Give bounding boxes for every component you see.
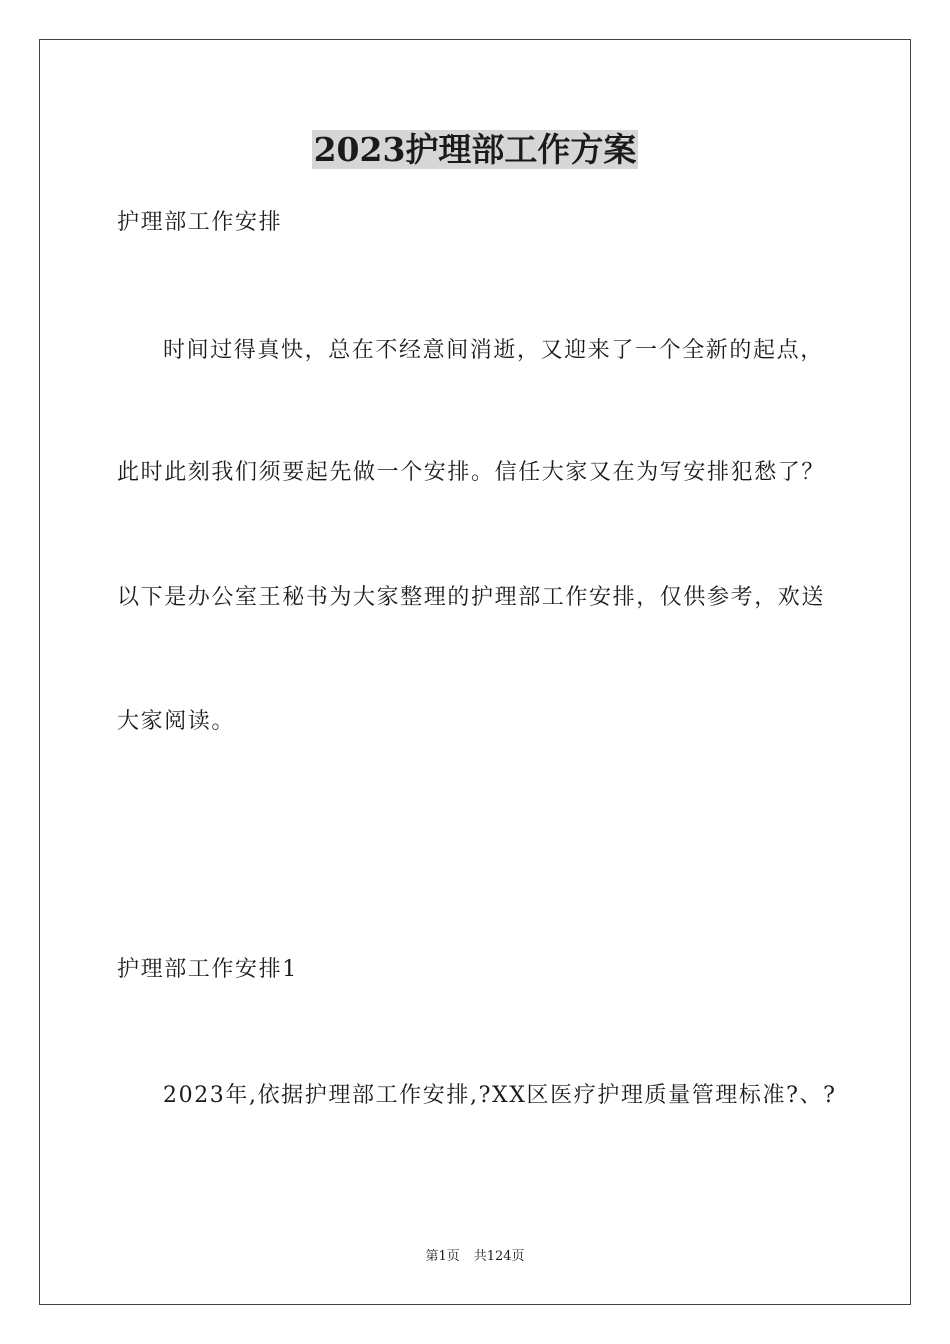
document-title: [0, 128, 950, 172]
page-footer: [0, 1248, 950, 1266]
paragraph-line: 以下是办公室王秘书为大家整理的护理部工作安排，仅供参考，欢送: [117, 585, 826, 610]
paragraph-line: 2023年,依据护理部工作安排,?XX区医疗护理质量管理标准?、?: [163, 1083, 837, 1108]
page-number-total: 共124页: [473, 1249, 525, 1264]
paragraph-line: 此时此刻我们须要起先做一个安排。信任大家又在为写安排犯愁了？: [117, 460, 826, 485]
document-title-text: 2023护理部工作方案: [313, 130, 637, 169]
section-heading: 护理部工作安排: [117, 210, 283, 235]
paragraph-line: 时间过得真快，总在不经意间消逝，又迎来了一个全新的起点，: [163, 338, 824, 363]
section-heading: 护理部工作安排1: [117, 957, 298, 982]
paragraph-line: 大家阅读。: [117, 709, 236, 734]
page-number-current: 第1页: [425, 1249, 460, 1264]
